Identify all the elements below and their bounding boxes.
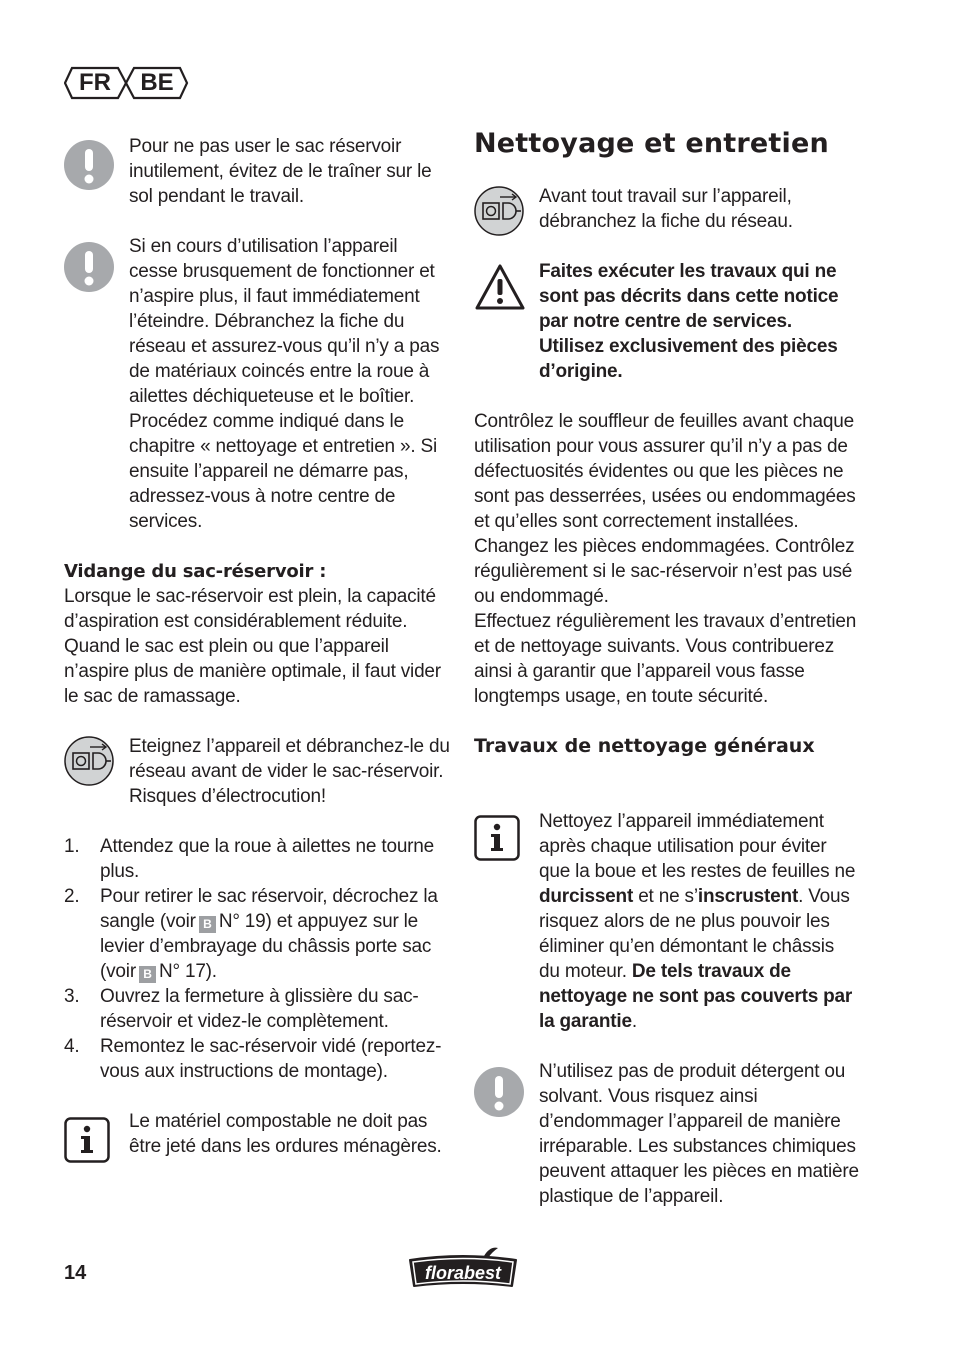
emptying-heading: Vidange du sac-réservoir : xyxy=(64,561,327,582)
list-item: 1. Attendez que la roue à ailettes ne tourne plus. xyxy=(64,836,435,882)
info-icon xyxy=(64,1117,110,1163)
info-note-cleaning xyxy=(474,809,859,1039)
info-icon xyxy=(474,815,520,861)
warning-note-text: Faites exécuter les travaux qui ne sont pas décrits dans cette notice par notre centre de services. Utilisez exclusivement des pièces d’origine. xyxy=(539,261,839,382)
figure-ref-badge: B xyxy=(139,966,156,983)
logo-graphic xyxy=(406,1246,520,1290)
emptying-section xyxy=(64,559,450,709)
language-badge-be: BE xyxy=(140,69,174,96)
maintenance-paragraph: Effectuez régulièrement les travaux d’entretien et de nettoyage suivants. Vous contribuerez ainsi à garantir que l’appareil vous fasse longtemps usage, en toute sécurité. xyxy=(474,611,857,707)
caution-note-bag-text: Pour ne pas user le sac réservoir inutilement, évitez de le traîner sur le sol pendant le travail. xyxy=(129,136,432,207)
caution-note-blockage-text: Si en cours d’utilisation l’appareil cesse brusquement de fonctionner et n’aspire plus, il faut immédiatement l’éteindre. Débranchez la fiche du réseau et assurez-vous qu’il n’y a pas de matériaux coincés entre la roue à ailettes déchiqueteuse et le boîtier. Procédez comme indiqué dans le chapitre « nettoyage et entretien ». Si ensuite l’appareil ne démarre pas, adressez-vous à notre centre de services. xyxy=(129,236,440,532)
info-note-cleaning-text: Nettoyez l’appareil immédiatement après chaque utilisation pour éviter que la boue et les restes de feuilles ne durcissent et ne s’inscrustent. Vous risquez alors de ne plus pouvoir les éliminer qu’en démontant le châssis du moteur. De tels travaux de nettoyage ne sont pas couverts par la garantie. xyxy=(539,811,856,1032)
unplug-note-right xyxy=(474,184,859,244)
list-item: 2. Pour retirer le sac réservoir, décrochez la sangle (voir B N° 19) et appuyez sur le levier d’embrayage du châssis porte sac (voir B N° 17). xyxy=(64,886,438,982)
inspection-paragraph: Contrôlez le souffleur de feuilles avant chaque utilisation pour vous assurer qu’il n’y a pas de défectuosités évidentes ou que les pièces ne sont pas desserrées, usées ou endommagées et qu’elles sont correctement installées. Changez les pièces endommagées. Contrôlez régulièrement si le sac-réservoir n’est pas usé ou endommagé. xyxy=(474,411,856,607)
unplug-note-left-text: Eteignez l’appareil et débranchez-le du réseau avant de vider le sac-réservoir. Risques d’électrocution! xyxy=(129,736,450,807)
unplug-note-left xyxy=(64,734,450,809)
unplug-icon xyxy=(474,186,524,236)
caution-note-blockage xyxy=(64,234,450,534)
info-note-compost xyxy=(64,1109,450,1189)
caution-note-bag xyxy=(64,134,450,209)
language-badge-fr: FR xyxy=(79,69,111,96)
page-number: 14 xyxy=(64,1262,87,1284)
warning-triangle-icon xyxy=(474,263,526,311)
logo-text: florabest xyxy=(424,1263,502,1283)
emptying-text: Lorsque le sac-réservoir est plein, la capacité d’aspiration est considérablement réduite. Quand le sac est plein ou que l’appareil n’aspire plus de manière optimale, il faut vider le sac de ramassage. xyxy=(64,586,441,707)
unplug-note-right-text: Avant tout travail sur l’appareil, débranchez la fiche du réseau. xyxy=(539,186,793,232)
exclamation-icon xyxy=(64,242,114,292)
caution-note-detergent-text: N’utilisez pas de produit détergent ou solvant. Vous risquez ainsi d’endommager l’appareil de manière irréparable. Les substances chimiques peuvent attaquer les pièces en matière plastique de l’appareil. xyxy=(539,1061,859,1207)
list-item: 3. Ouvrez la fermeture à glissière du sac-réservoir et videz-le complètement. xyxy=(64,986,419,1032)
florabest-logo xyxy=(406,1246,520,1290)
unplug-icon xyxy=(64,736,114,786)
list-item: 4. Remontez le sac-réservoir vidé (reportez-vous aux instructions de montage). xyxy=(64,1036,442,1082)
general-cleaning-heading: Travaux de nettoyage généraux xyxy=(474,735,815,757)
inspection-text xyxy=(474,409,859,709)
emptying-steps xyxy=(64,834,450,1084)
page-title: Nettoyage et entretien xyxy=(474,128,829,159)
exclamation-icon xyxy=(64,140,114,190)
exclamation-icon xyxy=(474,1067,524,1117)
info-note-compost-text: Le matériel compostable ne doit pas être jeté dans les ordures ménagères. xyxy=(129,1111,442,1157)
warning-note xyxy=(474,259,859,389)
caution-note-detergent xyxy=(474,1059,859,1219)
figure-ref-badge: B xyxy=(199,916,216,933)
